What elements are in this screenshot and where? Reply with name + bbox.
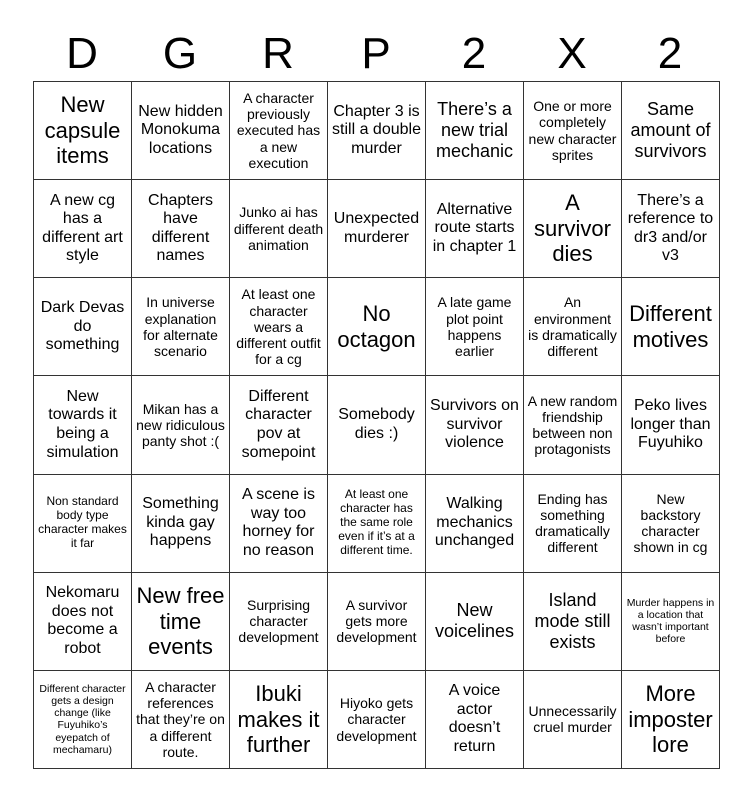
bingo-cell[interactable]: Unexpected murderer — [328, 180, 426, 278]
bingo-cell[interactable]: No octagon — [328, 278, 426, 376]
bingo-row — [34, 376, 720, 474]
header-letter: G — [162, 29, 198, 78]
bingo-header — [33, 26, 719, 82]
bingo-cell[interactable]: In universe explanation for alternate scenario — [132, 278, 230, 376]
bingo-cell[interactable]: Unnecessarily cruel murder — [524, 670, 622, 768]
bingo-cell[interactable]: Walking mechanics unchanged — [426, 474, 524, 572]
bingo-cell[interactable]: A late game plot point happens earlier — [426, 278, 524, 376]
header-letter: D — [66, 29, 98, 78]
bingo-cell[interactable]: New towards it being a simulation — [34, 376, 132, 474]
bingo-row — [34, 82, 720, 180]
bingo-cell[interactable]: Somebody dies :) — [328, 376, 426, 474]
bingo-cell[interactable]: New capsule items — [34, 82, 132, 180]
bingo-cell[interactable]: Island mode still exists — [524, 572, 622, 670]
bingo-cell[interactable]: Survivors on survivor violence — [426, 376, 524, 474]
bingo-cell[interactable]: New voicelines — [426, 572, 524, 670]
bingo-cell[interactable]: A survivor gets more development — [328, 572, 426, 670]
bingo-cell[interactable]: At least one character has the same role even if it’s at a different time. — [328, 474, 426, 572]
bingo-cell[interactable]: New hidden Monokuma locations — [132, 82, 230, 180]
bingo-cell[interactable]: Different motives — [622, 278, 720, 376]
bingo-cell[interactable]: Ibuki makes it further — [230, 670, 328, 768]
bingo-cell[interactable]: Surprising character development — [230, 572, 328, 670]
bingo-cell[interactable]: A new random friendship between non protagonists — [524, 376, 622, 474]
bingo-cell[interactable]: Nekomaru does not become a robot — [34, 572, 132, 670]
bingo-cell[interactable]: Ending has something dramatically different — [524, 474, 622, 572]
bingo-cell[interactable]: There’s a reference to dr3 and/or v3 — [622, 180, 720, 278]
bingo-cell[interactable]: More imposter lore — [622, 670, 720, 768]
bingo-cell[interactable]: There’s a new trial mechanic — [426, 82, 524, 180]
bingo-cell[interactable]: Same amount of survivors — [622, 82, 720, 180]
bingo-cell[interactable]: Dark Devas do something — [34, 278, 132, 376]
bingo-row — [34, 474, 720, 572]
header-letter: R — [262, 29, 294, 78]
bingo-cell[interactable]: Chapters have different names — [132, 180, 230, 278]
bingo-cell[interactable]: Different character pov at somepoint — [230, 376, 328, 474]
bingo-cell[interactable]: Hiyoko gets character development — [328, 670, 426, 768]
bingo-cell[interactable]: Mikan has a new ridiculous panty shot :( — [132, 376, 230, 474]
bingo-row — [34, 278, 720, 376]
bingo-cell[interactable]: Murder happens in a location that wasn’t important before — [622, 572, 720, 670]
bingo-board — [33, 81, 720, 769]
bingo-cell[interactable]: Chapter 3 is still a double murder — [328, 82, 426, 180]
bingo-cell[interactable]: Non standard body type character makes it far — [34, 474, 132, 572]
bingo-cell[interactable]: An environment is dramatically different — [524, 278, 622, 376]
bingo-cell[interactable]: New backstory character shown in cg — [622, 474, 720, 572]
header-letter: 2 — [461, 29, 487, 78]
bingo-row — [34, 572, 720, 670]
bingo-row — [34, 180, 720, 278]
bingo-row — [34, 670, 720, 768]
bingo-cell[interactable]: A character previously executed has a new execution — [230, 82, 328, 180]
header-letter: 2 — [657, 29, 683, 78]
bingo-cell[interactable]: One or more completely new character sprites — [524, 82, 622, 180]
bingo-cell[interactable]: A scene is way too horney for no reason — [230, 474, 328, 572]
bingo-cell[interactable]: A survivor dies — [524, 180, 622, 278]
bingo-cell[interactable]: Different character gets a design change (like Fuyuhiko’s eyepatch of mechamaru) — [34, 670, 132, 768]
bingo-cell[interactable]: New free time events — [132, 572, 230, 670]
bingo-cell[interactable]: At least one character wears a different outfit for a cg — [230, 278, 328, 376]
bingo-cell[interactable]: A character references that they’re on a different route. — [132, 670, 230, 768]
bingo-cell[interactable]: Something kinda gay happens — [132, 474, 230, 572]
bingo-cell[interactable]: Peko lives longer than Fuyuhiko — [622, 376, 720, 474]
bingo-cell[interactable]: A new cg has a different art style — [34, 180, 132, 278]
bingo-cell[interactable]: Alternative route starts in chapter 1 — [426, 180, 524, 278]
header-letter: X — [557, 29, 587, 78]
header-letter: P — [361, 29, 391, 78]
bingo-cell[interactable]: Junko ai has different death animation — [230, 180, 328, 278]
bingo-cell[interactable]: A voice actor doesn’t return — [426, 670, 524, 768]
